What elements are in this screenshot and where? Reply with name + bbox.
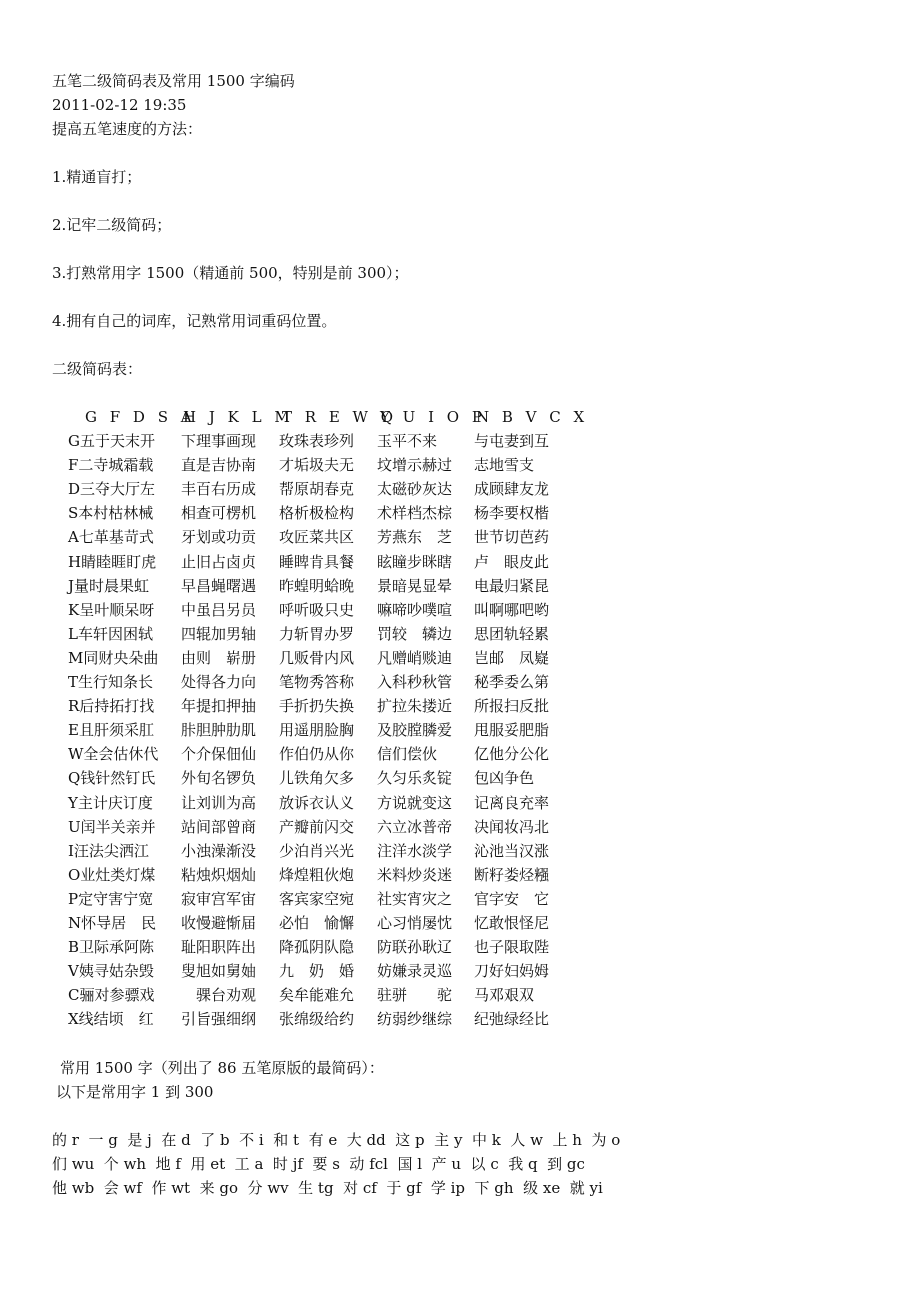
- table-cell: 注洋水淡学: [377, 841, 453, 860]
- table-cell: 心习悄屡忱: [377, 913, 453, 932]
- table-cell: 才垢圾夫无: [279, 456, 355, 475]
- table-cell: F二寺城霜载: [68, 456, 154, 475]
- table-cell: 六立冰普帝: [377, 817, 453, 836]
- table-cell: 儿铁角欠多: [279, 769, 355, 788]
- table-cell: N怀导居 民: [68, 913, 157, 932]
- table-cell: 防联孙耿辽: [377, 938, 453, 957]
- code-line: 他 wb 会 wf 作 wt 来 go 分 wv 生 tg 对 cf 于 gf 学 ip 下 gh 级 xe 就 yi: [52, 1179, 603, 1197]
- table-cell: 电最归紧昆: [474, 576, 550, 595]
- table-cell: 四辊加男轴: [181, 624, 257, 643]
- table-cell: 术样档杰棕: [377, 504, 453, 523]
- table-cell: 决闻妆冯北: [474, 817, 550, 836]
- table-cell: 产瓣前闪交: [279, 817, 355, 836]
- table-cell: S本村枯林械: [68, 504, 154, 523]
- table-cell: O业灶类灯煤: [68, 865, 156, 884]
- table-cell: 九 奶 婚: [279, 962, 355, 981]
- table-cell: 卢 眼皮此: [474, 552, 550, 571]
- table-cell: 凡赠峭赕迪: [377, 648, 453, 667]
- table-cell: 景暗晃显晕: [377, 576, 453, 595]
- table-cell: 社实宵灾之: [377, 889, 453, 908]
- table-cell: 世节切芭药: [474, 528, 550, 547]
- column-header: N B V C X: [476, 408, 589, 426]
- table-cell: 官字安 它: [474, 889, 550, 908]
- table-cell: C骊对参骠戏: [68, 986, 155, 1005]
- table-cell: 玉平不来: [377, 432, 438, 451]
- table-cell: 包凶争色: [474, 769, 535, 788]
- table-cell: 刀好妇妈姆: [474, 962, 550, 981]
- method-item: 1.精通盲打；: [52, 168, 142, 186]
- table-cell: A七革基苛式: [68, 528, 154, 547]
- table-cell: 睡睥肯具餐: [279, 552, 355, 571]
- intro-text: 提高五笔速度的方法：: [52, 120, 203, 138]
- table-cell: 驻骈 驼: [377, 986, 453, 1005]
- table-cell: 止旧占卤贞: [181, 552, 257, 571]
- table-cell: 收慢避惭届: [181, 913, 257, 932]
- table-cell: 年提扣押抽: [181, 697, 257, 716]
- table-cell: H睛睦睚盯虎: [68, 552, 157, 571]
- table-cell: 让刘训为高: [181, 793, 257, 812]
- table-cell: L车轩因困轼: [68, 624, 153, 643]
- column-header: T R E W Q: [282, 408, 398, 426]
- table-cell: 几贩骨内风: [279, 648, 355, 667]
- table-cell: 烽煌粗伙炮: [279, 865, 355, 884]
- table-cell: Y主计庆订度: [68, 793, 153, 812]
- common-heading: 常用 1500 字（列出了 86 五笔原版的最简码）：: [60, 1059, 384, 1077]
- table-cell: 站间部曾商: [181, 817, 257, 836]
- table-cell: 坟增示赫过: [377, 456, 453, 475]
- common-subheading: 以下是常用字 1 到 300: [56, 1083, 214, 1101]
- table-cell: 嘛啼吵噗喧: [377, 600, 453, 619]
- table-cell: 直是吉协南: [181, 456, 257, 475]
- table-cell: J量时晨果虹: [68, 576, 150, 595]
- table-cell: 粘烛炽烟灿: [181, 865, 257, 884]
- table-cell: 罚较 辚边: [377, 624, 453, 643]
- table-cell: 甩服妥肥脂: [474, 721, 550, 740]
- table-cell: 手折扔失换: [279, 697, 355, 716]
- table-cell: 相查可楞机: [181, 504, 257, 523]
- table-cell: B卫际承阿陈: [68, 938, 155, 957]
- table-cell: V姨寻姑杂毁: [68, 962, 154, 981]
- table-cell: 下理事画现: [181, 432, 257, 451]
- code-line: 们 wu 个 wh 地 f 用 et 工 a 时 jf 要 s 动 fcl 国 l 产 u 以 c 我 q 到 gc: [52, 1155, 585, 1173]
- table-cell: 杨李要权楷: [474, 504, 550, 523]
- table-cell: 及胶膛膦爱: [377, 721, 453, 740]
- table-cell: 骒台劝观: [181, 986, 257, 1005]
- table-cell: 必怕 愉懈: [279, 913, 355, 932]
- table-cell: 亿他分公化: [474, 745, 550, 764]
- table-cell: 小浊澡渐没: [181, 841, 257, 860]
- table-cell: 眩瞳步眯瞎: [377, 552, 453, 571]
- table-cell: 岂邮 凤嶷: [474, 648, 550, 667]
- table-cell: 早昌蝇曙遇: [181, 576, 257, 595]
- method-item: 4.拥有自己的词库，记熟常用词重码位置。: [52, 312, 337, 330]
- table-cell: 纪弛绿经比: [474, 1010, 550, 1029]
- table-cell: 太磁砂灰达: [377, 480, 453, 499]
- table-cell: 志地雪支: [474, 456, 535, 475]
- table-cell: 芳燕东 芝: [377, 528, 453, 547]
- table-cell: U闰半关亲并: [68, 817, 156, 836]
- table-cell: 放诉衣认义: [279, 793, 355, 812]
- table-cell: 外旬名锣负: [181, 769, 257, 788]
- table-cell: 呼听吸只史: [279, 600, 355, 619]
- table-cell: 矣牟能难允: [279, 986, 355, 1005]
- table-cell: 客宾家空宛: [279, 889, 355, 908]
- table-cell: 降孤阴队隐: [279, 938, 355, 957]
- table-cell: 叟旭如舅妯: [181, 962, 257, 981]
- table-cell: 耻阳职阵出: [181, 938, 257, 957]
- method-item: 3.打熟常用字 1500（精通前 500，特别是前 300）；: [52, 264, 409, 282]
- table-cell: 马邓艰双: [474, 986, 535, 1005]
- table-cell: 个介保佃仙: [181, 745, 257, 764]
- table-cell: 思团轨轻累: [474, 624, 550, 643]
- table-cell: 成顾肆友龙: [474, 480, 550, 499]
- table-cell: 叫啊哪吧哟: [474, 600, 550, 619]
- code-line: 的 r 一 g 是 j 在 d 了 b 不 i 和 t 有 e 大 dd 这 p 主 y 中 k 人 w 上 h 为 o: [52, 1131, 621, 1149]
- table-cell: X线结顷 红: [68, 1010, 154, 1029]
- table-cell: K呈叶顺呆呀: [68, 600, 155, 619]
- table-cell: 忆敢恨怪尼: [474, 913, 550, 932]
- table-cell: 攻匠菜共区: [279, 528, 355, 547]
- table-cell: Q钱针然钉氏: [68, 769, 156, 788]
- table-cell: 丰百右历成: [181, 480, 257, 499]
- table-cell: 秘季委么第: [474, 673, 550, 692]
- doc-title: 五笔二级简码表及常用 1500 字编码: [52, 72, 295, 90]
- table-cell: 笔物秀答称: [279, 673, 355, 692]
- table-cell: 也子限取陛: [474, 938, 550, 957]
- table-cell: 妨嫌录灵巡: [377, 962, 453, 981]
- doc-date: 2011-02-12 19:35: [52, 96, 187, 114]
- method-item: 2.记牢二级简码；: [52, 216, 172, 234]
- table-cell: 帮原胡春克: [279, 480, 355, 499]
- table-cell: 沁池当汉涨: [474, 841, 550, 860]
- table-cell: 牙划或功贡: [181, 528, 257, 547]
- table-cell: 与屯妻到互: [474, 432, 550, 451]
- table-cell: 寂审宫军宙: [181, 889, 257, 908]
- table-cell: G五于天末开: [68, 432, 155, 451]
- table-cell: 处得各力向: [181, 673, 257, 692]
- table-cell: D三夺大厅左: [68, 480, 156, 499]
- table-cell: P定守害宁宽: [68, 889, 154, 908]
- table-cell: M同财央朵曲: [68, 648, 159, 667]
- table-cell: 胩胆肿肋肌: [181, 721, 257, 740]
- table-cell: 作伯仍从你: [279, 745, 355, 764]
- table-cell: 力斩胃办罗: [279, 624, 355, 643]
- table-cell: 方说就变这: [377, 793, 453, 812]
- table-cell: I汪法尖洒江: [68, 841, 149, 860]
- table-cell: 张绵级给约: [279, 1010, 355, 1029]
- table-cell: 用遥朋脸胸: [279, 721, 355, 740]
- table-heading: 二级简码表：: [52, 360, 143, 378]
- table-cell: T生行知条长: [68, 673, 154, 692]
- table-cell: 信们偿伙: [377, 745, 438, 764]
- table-cell: E且肝须采肛: [68, 721, 154, 740]
- table-cell: 扩拉朱搂近: [377, 697, 453, 716]
- table-cell: 格析极检构: [279, 504, 355, 523]
- table-cell: 记离良充率: [474, 793, 550, 812]
- table-cell: 所报扫反批: [474, 697, 550, 716]
- table-cell: 玫珠表珍列: [279, 432, 355, 451]
- table-cell: 米料炒炎迷: [377, 865, 453, 884]
- table-cell: 纺弱纱继综: [377, 1010, 453, 1029]
- table-cell: R后持拓打找: [68, 697, 155, 716]
- column-header: Y U I O P: [380, 408, 486, 426]
- table-cell: 入科秒秋管: [377, 673, 453, 692]
- table-cell: 引旨强细纲: [181, 1010, 257, 1029]
- table-cell: 昨蝗明蛤晚: [279, 576, 355, 595]
- table-cell: 久匀乐炙锭: [377, 769, 453, 788]
- table-cell: 由则 崭册: [181, 648, 257, 667]
- table-cell: 断籽娄烃糨: [474, 865, 550, 884]
- column-header: G F D S A: [85, 408, 196, 426]
- column-header: H J K L M: [183, 408, 294, 426]
- table-cell: 少泊肖兴光: [279, 841, 355, 860]
- table-cell: W全会估休代: [68, 745, 159, 764]
- table-cell: 中虽吕另员: [181, 600, 257, 619]
